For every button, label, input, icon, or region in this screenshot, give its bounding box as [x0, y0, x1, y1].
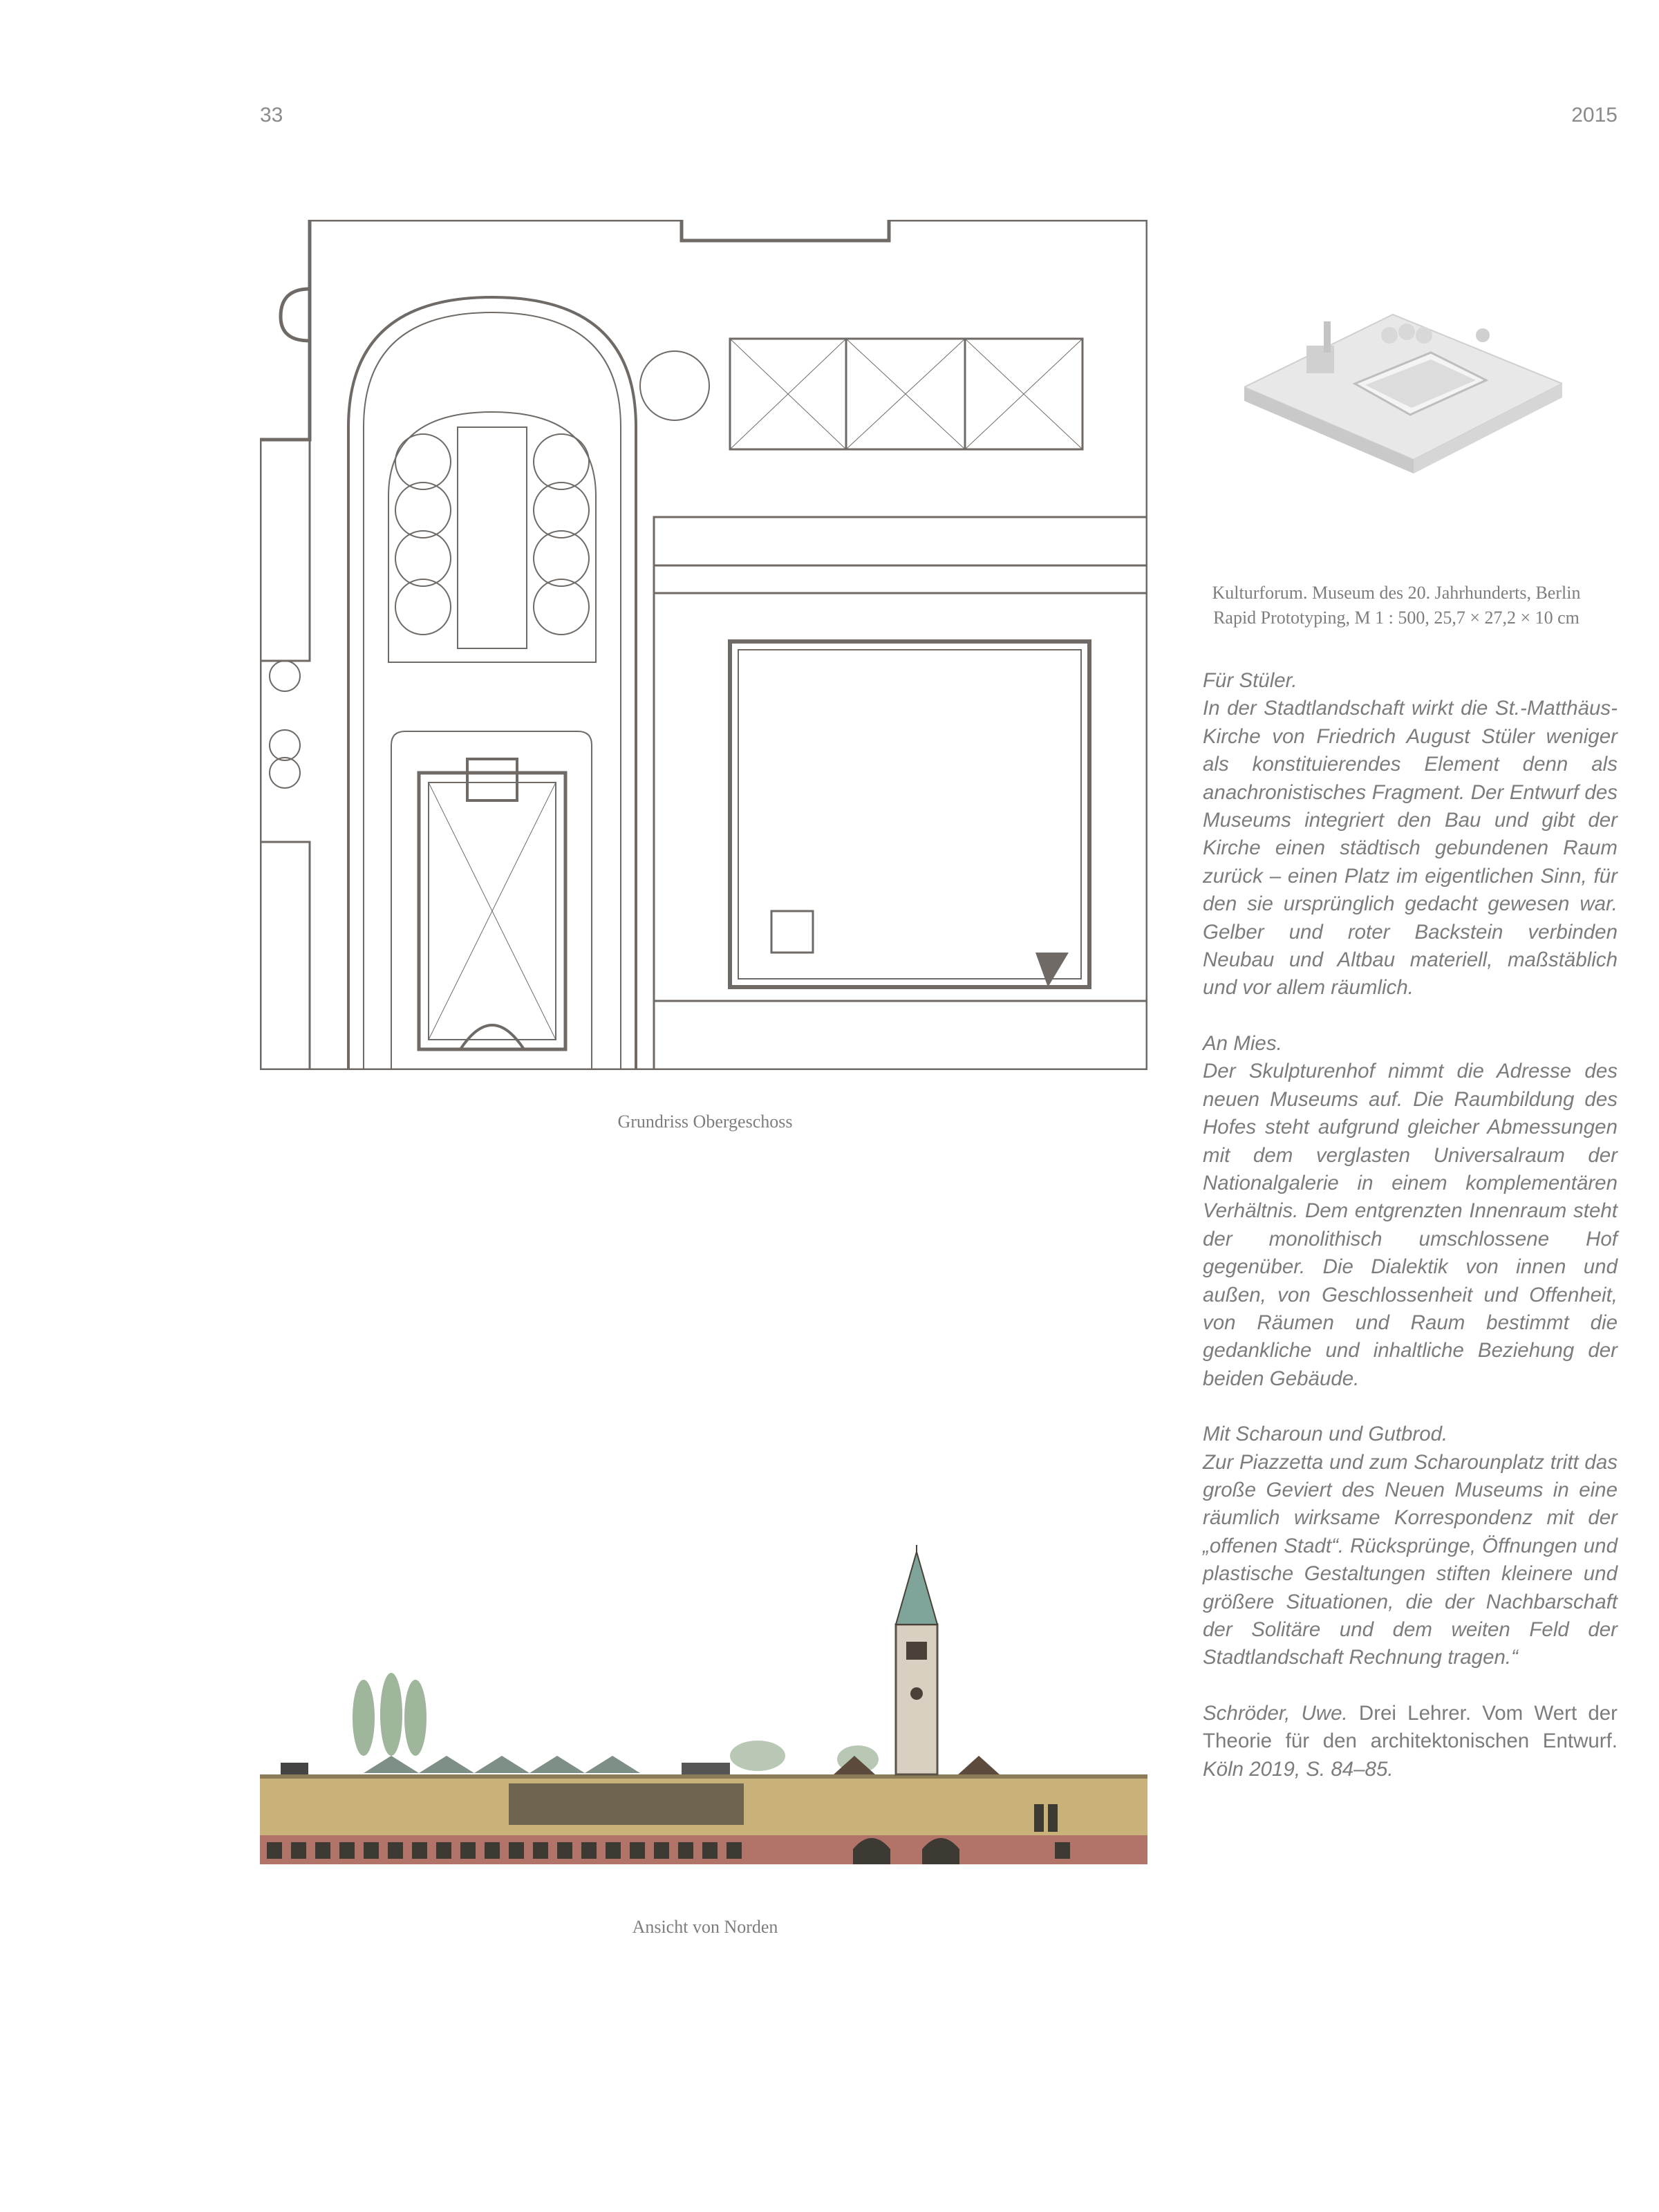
floor-plan-drawing — [260, 220, 1147, 1070]
model-caption-line-2: Rapid Prototyping, M 1 : 500, 25,7 × 27,2 × 10 cm — [1213, 608, 1580, 628]
paragraph-mies — [1203, 1030, 1618, 1393]
elevation-caption: Ansicht von Norden — [632, 1917, 778, 1937]
north-elevation-drawing — [260, 1545, 1147, 1891]
model-caption — [1161, 581, 1631, 630]
reference-place: Köln 2019, S. 84–85. — [1203, 1757, 1394, 1781]
heading-stueler: Für Stüler. — [1203, 669, 1297, 692]
body-mies: Der Skulpturenhof nimmt die Adresse des neuen Museums auf. Die Raumbildung des Hofes steht aufgrund gleicher Abmessungen mit dem verglasten Universalraum der Nationalgalerie in einem komplementären Verhältnis. Dem entgrenzten Innenraum steht der monolithisch umschlossene Hof gegenüber. Die Dialektik von innen und außen, von Geschlossenheit und Offenheit, von Räumen und Raum bestimmt die gedankliche und inhaltliche Beziehung der beiden Gebäude. — [1203, 1060, 1618, 1390]
page-number-right: 2015 — [1571, 104, 1618, 126]
page-number-left: 33 — [260, 104, 283, 126]
paragraph-stueler — [1203, 667, 1618, 1002]
heading-scharoun: Mit Scharoun und Gutbrod. — [1203, 1423, 1448, 1446]
reference-title: Drei Lehrer. Vom Wert der Theorie für den architektonischen Entwurf. — [1203, 1701, 1618, 1753]
model-caption-line-1: Kulturforum. Museum des 20. Jahrhunderts, Berlin — [1212, 583, 1581, 603]
heading-mies: An Mies. — [1203, 1031, 1282, 1055]
body-scharoun: Zur Piazzetta und zum Scharounplatz tritt das große Geviert des Neuen Museums in eine räumlich wirksame Korrespondenz mit der „offenen Stadt“. Rücksprünge, Öffnungen und plastische Gestaltungen stiften kleinere und größere Situationen, die der Nachbarschaft der Solitäre und dem weiten Feld der Stadtlandschaft Rechnung tragen.“ — [1203, 1450, 1618, 1669]
essay-text — [1203, 667, 1618, 1811]
model-photo — [1244, 304, 1562, 491]
paragraph-scharoun — [1203, 1421, 1618, 1672]
reference-author: Schröder, Uwe. — [1203, 1701, 1348, 1725]
reference — [1203, 1700, 1618, 1783]
plan-caption: Grundriss Obergeschoss — [617, 1112, 793, 1132]
body-stueler: In der Stadtlandschaft wirkt die St.-Matthäus-Kirche von Friedrich August Stüler weniger als konstituierendes Element denn als anachronistisches Fragment. Der Entwurf des Museums integriert den Bau und gibt der Kirche einen städtisch gebundenen Raum zurück – einen Platz im eigentlichen Sinn, für den sie ursprünglich gedacht gewesen war. Gelber und roter Backstein verbinden Neubau und Altbau materiell, maßstäblich und vor allem räumlich. — [1203, 697, 1618, 1000]
